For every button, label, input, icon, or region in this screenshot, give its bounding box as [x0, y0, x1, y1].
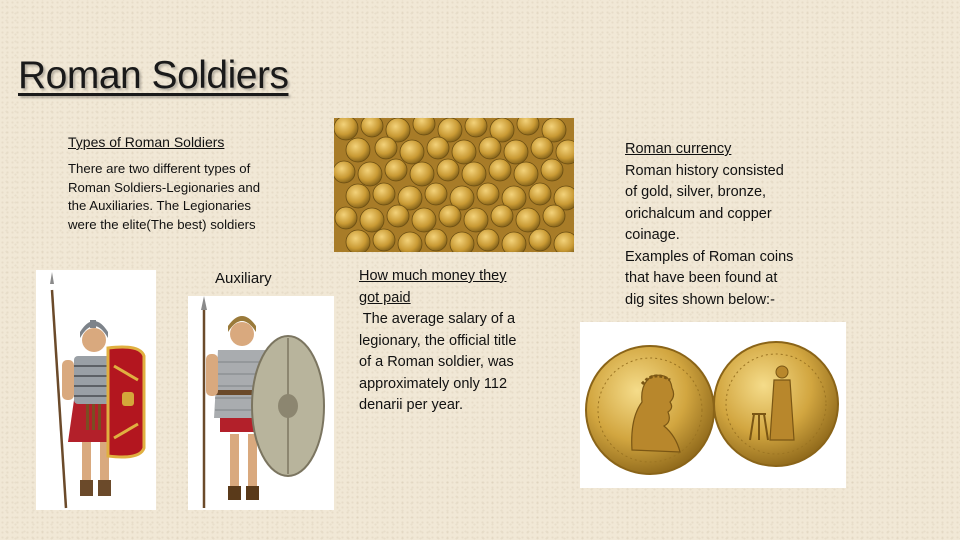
currency-body-line: coinage. — [625, 227, 680, 243]
pay-body-line: denarii per year. — [359, 397, 463, 413]
pay-heading-line: How much money they — [359, 268, 507, 284]
currency-body-line: orichalcum and copper — [625, 205, 772, 222]
legionary-image — [36, 270, 156, 510]
slide-title: Roman Soldiers — [18, 54, 289, 97]
types-heading: Types of Roman Soldiers — [68, 134, 225, 150]
obverse-coin — [586, 346, 714, 474]
pay-body-line: The average salary of a — [359, 311, 516, 327]
auxiliary-image — [188, 296, 334, 510]
types-body-line: Roman Soldiers-Legionaries and — [68, 179, 261, 195]
reverse-coin — [714, 342, 838, 466]
pay-body-line: approximately only 112 — [359, 375, 508, 392]
pay-body-line: of a Roman soldier, was — [359, 354, 514, 370]
pay-heading-line: got paid — [359, 289, 411, 306]
currency-body-line: of gold, silver, bronze, — [625, 184, 767, 200]
auxiliary-label: Auxiliary — [215, 270, 272, 287]
currency-heading: Roman currency — [625, 141, 732, 157]
types-body-line: were the elite(The best) soldiers — [68, 216, 256, 232]
types-body-line: There are two different types of — [68, 161, 251, 176]
types-body-line: the Auxiliaries. The Legionaries — [68, 198, 252, 213]
currency-body-line: dig sites shown below:- — [625, 291, 775, 308]
pay-body-line: legionary, the official title — [359, 332, 517, 349]
currency-body-line: Examples of Roman coins — [625, 248, 794, 265]
pay-section — [359, 266, 516, 417]
currency-section — [625, 139, 793, 311]
types-body — [68, 160, 260, 234]
coins-pile-image — [334, 118, 574, 252]
currency-body-line: Roman history consisted — [625, 162, 784, 179]
currency-body-line: that have been found at — [625, 270, 778, 286]
roman-aurei-image — [580, 322, 846, 488]
